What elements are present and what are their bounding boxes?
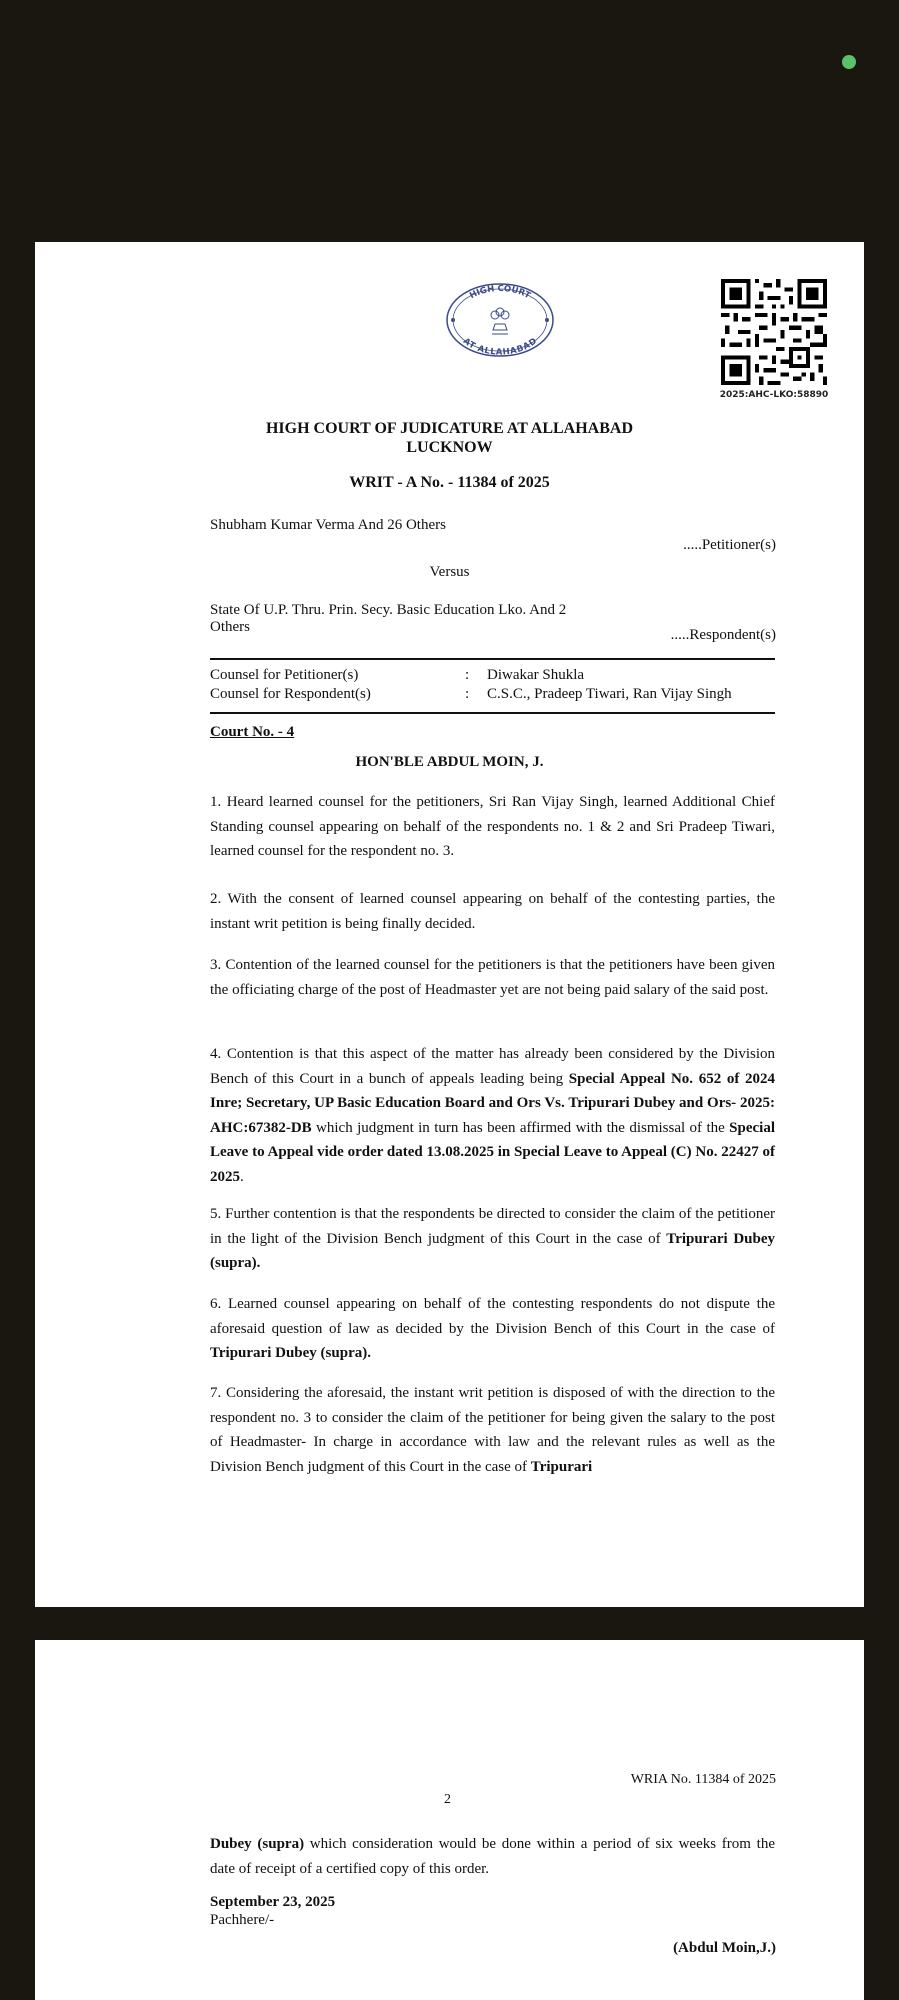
paragraph-7-continued [210, 1832, 775, 1881]
respondent-name [210, 602, 566, 636]
counsel-label: Counsel for Respondent(s) [210, 686, 371, 702]
document-page-2 [35, 1640, 864, 2000]
paragraph-7 [210, 1381, 775, 1479]
counsel-label: Counsel for Petitioner(s) [210, 667, 359, 683]
respondent-name-line2: Others [210, 619, 250, 635]
continued-text: which consideration would be done within a period of six weeks from the date of receipt of a certified copy of this order. [210, 1836, 775, 1877]
petitioner-name: Shubham Kumar Verma And 26 Others [210, 517, 446, 533]
paragraph-5-text: 5. Further contention is that the respondents be directed to consider the claim of the petitioner in the light of the Division Bench judgment of this Court in the case of [210, 1206, 775, 1247]
paragraph-4-slp: Special Leave to Appeal vide order dated 13.08.2025 in Special Leave to Appeal (C) No. 22427 of 2025 [210, 1119, 775, 1185]
court-seal-icon [445, 282, 555, 358]
qr-code-icon [721, 279, 827, 385]
court-title-line1: HIGH COURT OF JUDICATURE AT ALLAHABAD [265, 420, 634, 437]
paragraph-5-case: Tripurari Dubey (supra). [210, 1230, 776, 1271]
document-page-1 [35, 242, 864, 1607]
counsel-colon: : [465, 686, 470, 702]
paragraph-4 [210, 1042, 775, 1189]
paragraph-6-case: Tripurari Dubey (supra). [210, 1345, 371, 1361]
counsel-value: C.S.C., Pradeep Tiwari, Ran Vijay Singh [487, 686, 732, 702]
status-indicator [842, 55, 856, 69]
petitioner-role: .....Petitioner(s) [683, 537, 776, 553]
judge-name: HON'BLE ABDUL MOIN, J. [355, 754, 544, 770]
court-title [35, 419, 864, 457]
continued-case: Dubey (supra) [210, 1836, 305, 1852]
divider-top [210, 658, 775, 660]
page-header-ref: WRIA No. 11384 of 2025 [630, 1772, 776, 1787]
paragraph-6-text: 6. Learned counsel appearing on behalf of the contesting respondents do not dispute the aforesaid question of law as decided by the Division Bench of this Court in the case of [210, 1296, 775, 1337]
counsel-row-petitioner [210, 667, 775, 685]
paragraph-4-text: 4. Contention is that this aspect of the matter has already been considered by the Division Bench of this Court in a bunch of appeals leading being [210, 1046, 775, 1087]
versus-label: Versus [429, 564, 470, 580]
paragraph-4-end: . [240, 1168, 244, 1185]
counsel-colon: : [465, 667, 470, 683]
court-title-line2: LUCKNOW [406, 439, 493, 456]
paragraph-6 [210, 1292, 775, 1366]
order-date: September 23, 2025 [210, 1894, 336, 1910]
paragraph-5 [210, 1202, 775, 1276]
paragraph-2: 2. With the consent of learned counsel appearing on behalf of the contesting parties, the instant writ petition is being finally decided. [210, 891, 775, 932]
respondent-name-line1: State Of U.P. Thru. Prin. Secy. Basic Education Lko. And 2 [210, 602, 567, 618]
paragraph-4-citation: Special Appeal No. 652 of 2024 Inre; Secretary, UP Basic Education Board and Ors Vs. Tripurari Dubey and Ors- 2025: AHC:67382-DB [210, 1070, 775, 1136]
svg-text:HIGH COURT: HIGH COURT [468, 283, 532, 302]
paragraph-7-text: 7. Considering the aforesaid, the instant writ petition is disposed of with the direction to the respondent no. 3 to consider the claim of the petitioner for being given the salary to the post of Headmaster- In charge in accordance with law and the relevant rules as well as the Division Bench judgment of this Court in the case of [210, 1385, 775, 1475]
respondent-role: .....Respondent(s) [670, 627, 776, 643]
paragraph-4-text: which judgment in turn has been affirmed with the dismissal of the [311, 1119, 730, 1136]
counsel-value: Diwakar Shukla [487, 667, 585, 683]
writ-number: WRIT - A No. - 11384 of 2025 [349, 474, 550, 491]
svg-text:AT ALLAHABAD: AT ALLAHABAD [460, 336, 539, 358]
paragraph-7-case: Tripurari [530, 1458, 593, 1475]
paragraph-1: 1. Heard learned counsel for the petitioners, Sri Ran Vijay Singh, learned Additional Chief Standing counsel appearing on behalf of the respondents no. 1 & 2 and Sri Pradeep Tiwari, learned counsel for the respondent no. 3. [210, 794, 775, 859]
page-number: 2 [444, 1792, 451, 1807]
divider-bottom [210, 712, 775, 714]
counsel-row-respondent [210, 686, 775, 704]
paragraph-3: 3. Contention of the learned counsel for the petitioners is that the petitioners have been given the officiating charge of the post of Headmaster yet are not being paid salary of the said post. [210, 957, 775, 998]
judge-signature: (Abdul Moin,J.) [673, 1940, 776, 1956]
clerk-initials: Pachhere/- [210, 1912, 275, 1928]
court-number: Court No. - 4 [210, 724, 295, 740]
qr-caption: 2025:AHC-LKO:58890 [719, 390, 829, 400]
